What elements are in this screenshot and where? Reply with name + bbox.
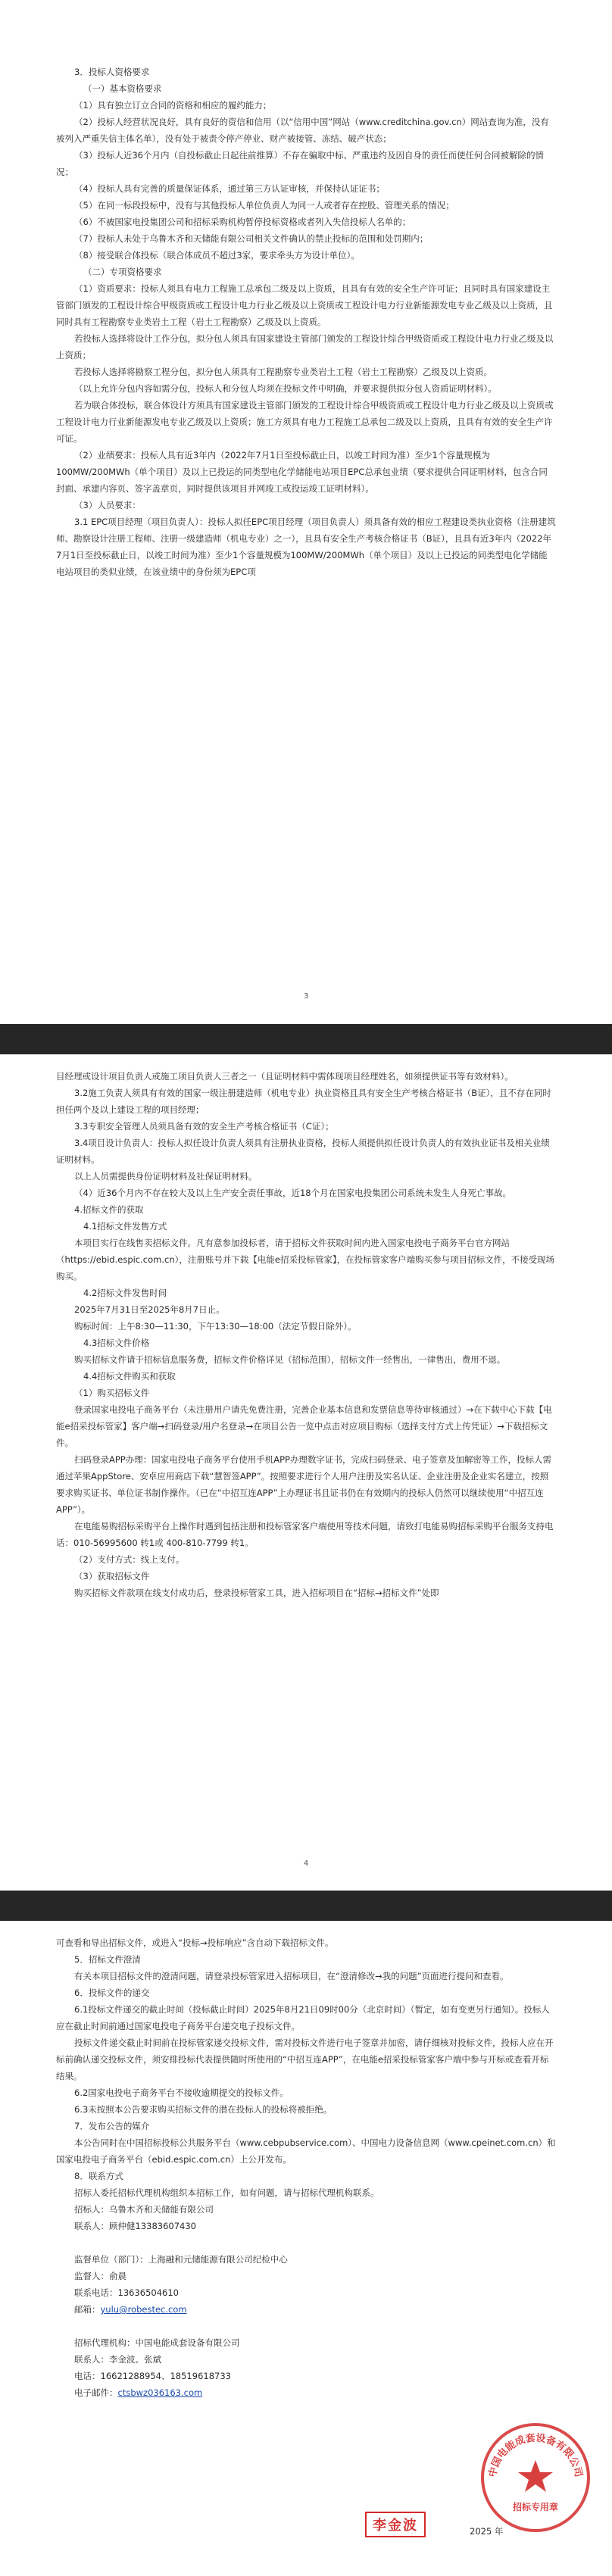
- page-3-text: [56, 1934, 556, 2401]
- paragraph: （3）获取招标文件: [74, 1571, 150, 1582]
- paragraph: 投标文件递交截止时间前在投标管家递交投标文件，需对投标文件进行电子签章并加密，请仔细核对投标文件，投标人应在开标前确认递交投标文件，须安排投标代表提供随时所使用的“中招互连APP”，在电能e招采投标管家客户端中参与开标或查看开标结果。: [56, 2037, 554, 2081]
- paragraph: （1）具有独立订立合同的资格和相应的履约能力；: [74, 100, 272, 111]
- paragraph: （4）投标人具有完善的质量保证体系，通过第三方认证审核，并保持认证证书；: [74, 183, 385, 194]
- paragraph: 6.2国家电投电子商务平台不接收逾期提交的投标文件。: [74, 2087, 289, 2098]
- section-heading: 7．发布公告的媒介: [74, 2121, 150, 2131]
- section-heading: 6．投标文件的递交: [74, 1987, 150, 1998]
- paragraph: 监督单位（部门）：上海融和元储能源有限公司纪检中心: [74, 2254, 288, 2265]
- paragraph: 招标人委托招标代理机构组织本招标工作，如有问题，请与招标代理机构联系。: [74, 2187, 379, 2198]
- email-link[interactable]: yulu@robestec.com: [100, 2304, 187, 2315]
- paragraph: （7）投标人未处于乌鲁木齐和天储能有限公司相关文件确认的禁止投标的范围和处罚期内；: [74, 233, 429, 244]
- page-1-text: [56, 64, 556, 580]
- section-heading: 4.2招标文件发售时间: [83, 1288, 167, 1298]
- paragraph: 购买招标文件款项在线支付成功后，登录投标管家工具，进入招标项目在“招标→招标文件”处即: [74, 1588, 439, 1598]
- paragraph: （2）支付方式：线上支付。: [74, 1554, 185, 1565]
- seal-text: 中国电能成套设备有限公司: [487, 2432, 584, 2478]
- paragraph: 本公告同时在中国招标投标公共服务平台（www.cebpubservice.com）、中国电力设备信息网（www.cpeinet.com.cn）和国家电投电子商务平台（ebid.espic.com.cn）上公开发布。: [56, 2137, 556, 2165]
- paragraph: 3.4项目设计负责人：投标人拟任设计负责人须具有注册执业资格，投标人须提供拟任设计负责人的有效执业证书及相关业绩证明材料。: [56, 1138, 550, 1165]
- paragraph: 2025年7月31日至2025年8月7日止。: [74, 1304, 225, 1315]
- paragraph: 以上人员需提供身份证明材料及社保证明材料。: [74, 1171, 258, 1182]
- page-number: 3: [303, 992, 309, 1001]
- section-heading: （一）基本资格要求: [83, 83, 162, 94]
- section-heading: 5．招标文件澄清: [74, 1954, 141, 1965]
- paragraph: 本项目实行在线售卖招标文件。凡有意参加投标者，请于招标文件获取时间内进入国家电投电子商务平台官方网站（https://ebid.espic.com.cn），注册账号并下载【电能e招采投标管家】，在投标管家客户端购买参与项目招标文件，不接受现场购买。: [56, 1238, 555, 1282]
- paragraph: 联系电话：13636504610: [74, 2287, 179, 2298]
- paragraph: 扫码登录APP办理：国家电投电子商务平台使用手机APP办理数字证书，完成扫码登录、电子签章及加解密等工作，投标人需通过苹果AppStore、安卓应用商店下载“慧智签APP”。按照要求进行个人用户注册及实名认证、企业注册及企业实名建立，按照要求购买证书、单位证书制作操作。（已在“中招互连APP”上办理证书且证书仍在有效期内的投标人仍然可以继续使用“中招互连APP”）。: [56, 1454, 551, 1515]
- paragraph: （2）业绩要求：投标人具有近3年内（2022年7月1日至投标截止日，以竣工时间为准）至少1个容量规模为100MW/200MWh（单个项目）及以上已投运的同类型电化学储能电站项目EPC总承包业绩（要求提供合同证明材料，包含合同封面、承建内容页、签字盖章页，同时提供该项目并网竣工或投运竣工证明材料）。: [56, 450, 548, 494]
- paragraph: 若投标人选择将勘察工程分包，拟分包人须具有工程勘察专业类岩土工程（岩土工程勘察）乙级及以上资质。: [74, 367, 492, 377]
- paragraph: （以上允许分包内容如需分包，投标人和分包人均须在投标文件中明确，并要求提供拟分包人资质证明材料）。: [74, 383, 497, 394]
- paragraph: （1）资质要求：投标人须具有电力工程施工总承包二级及以上资质，且具有有效的安全生产许可证；且同时具有国家建设主管部门颁发的工程设计综合甲级资质或工程设计电力行业乙级及以上资质或工程设计电力行业新能源发电专业乙级及以上资质，且同时具有工程勘察专业类岩土工程（岩土工程勘察）乙级及以上资质。: [56, 283, 553, 327]
- email-link[interactable]: ctsbwz036163.com: [117, 2387, 203, 2398]
- page-separator: [0, 1891, 612, 1921]
- paragraph: 可查看和导出招标文件，或进入“投标→投标响应”含自动下载招标文件。: [56, 1937, 334, 1948]
- paragraph: 监督人：俞晨: [74, 2271, 126, 2281]
- paragraph: 电子邮件：ctsbwz036163.com: [74, 2387, 203, 2398]
- paragraph: 目经理或设计项目负责人或施工项目负责人三者之一（且证明材料中需体现项目经理姓名，如须提供证书等有效材料）。: [56, 1071, 514, 1082]
- section-heading: 4.4招标文件购买和获取: [83, 1371, 176, 1382]
- paragraph: （2）投标人经营状况良好，具有良好的资信和信用（以“信用中国”网站（www.creditchina.gov.cn）网站查询为准，没有被列入严重失信主体名单），没有处于被责令停产停业、财产被接管、冻结、破产状态；: [56, 117, 549, 144]
- paragraph: 联系人：李金波、张斌: [74, 2354, 161, 2365]
- paragraph: （3）人员要求：: [74, 500, 141, 511]
- document-page-1: [0, 0, 612, 1024]
- paragraph: 招标代理机构：中国电能成套设备有限公司: [74, 2337, 240, 2348]
- page-2-text: [56, 1068, 556, 1601]
- paragraph: 登录国家电投电子商务平台（未注册用户请先免费注册，完善企业基本信息和发票信息等待审核通过）→在下载中心下载【电能e招采投标管家】客户端→扫码登录/用户名登录→在项目公告一览中点击对应项目购标（选择支付方式上传凭证）→下载招标文件。: [56, 1404, 552, 1448]
- paragraph: [56, 2318, 556, 2334]
- paragraph: （1）购买招标文件: [74, 1388, 150, 1398]
- paragraph: 3.3专职安全管理人员须具备有效的安全生产考核合格证书（C证）；: [74, 1121, 334, 1132]
- paragraph: （6）不被国家电投集团公司和招标采购机构暂停投标资格或者列入失信投标人名单的；: [74, 217, 411, 227]
- paragraph: 联系人：顾仲健13383607430: [74, 2221, 196, 2231]
- section-heading: 3．投标人资格要求: [74, 67, 150, 77]
- section-heading: 4.3招标文件价格: [83, 1338, 150, 1348]
- paragraph: 邮箱：yulu@robestec.com: [74, 2304, 187, 2315]
- paragraph: 购标时间：上午8:30—11:30，下午13:30—18:00（法定节假日除外）。: [74, 1321, 357, 1332]
- section-heading: （二）专项资格要求: [83, 267, 162, 277]
- paragraph: 6.1投标文件递交的截止时间（投标截止时间）2025年8月21日09时00分（北京时间）（暂定，如有变更另行通知）。投标人应在截止时间前通过国家电投电子商务平台递交电子投标文件。: [56, 2004, 550, 2031]
- paragraph: 购买招标文件请于招标信息服务费，招标文件价格详见（招标范围），招标文件一经售出，一律售出，费用不退。: [74, 1354, 506, 1365]
- paragraph: （8）接受联合体投标（联合体成员不超过3家，要求牵头方为设计单位）。: [74, 250, 360, 261]
- official-seal: [479, 2421, 592, 2534]
- section-heading: 4.招标文件的获取: [74, 1204, 144, 1215]
- section-heading: 4.1招标文件发售方式: [83, 1221, 167, 1232]
- paragraph: 招标人：乌鲁木齐和天储能有限公司: [74, 2204, 214, 2215]
- paragraph: 电话：16621288954、18519618733: [74, 2371, 231, 2381]
- paragraph: （3）投标人近36个月内（自投标截止日起往前推算）不存在骗取中标、严重违约及因自身的责任而使任何合同被解除的情况；: [56, 150, 544, 177]
- signature-stamp: 李金波: [365, 2512, 426, 2537]
- paragraph: 若为联合体投标，联合体设计方须具有国家建设主管部门颁发的工程设计综合甲级资质或工程设计电力行业乙级及以上资质或工程设计电力行业新能源发电专业乙级及以上资质；施工方须具有电力工程施工总承包二级及以上资质，且具有有效的安全生产许可证。: [56, 400, 554, 444]
- paragraph: 若投标人选择将设计工作分包，拟分包人须具有国家建设主管部门颁发的工程设计综合甲级资质或工程设计电力行业乙级及以上资质；: [56, 333, 554, 361]
- document-page-2: [0, 1054, 612, 1891]
- paragraph: 6.3未按照本公告要求购买招标文件的潜在投标人的投标将被拒绝。: [74, 2104, 333, 2115]
- document-date: 2025 年: [470, 2526, 504, 2537]
- paragraph: 3.2施工负责人须具有有效的国家一级注册建造师（机电专业）执业资格且具有安全生产考核合格证书（B证），且不存在同时担任两个及以上建设工程的项目经理；: [56, 1088, 551, 1115]
- section-heading: 8．联系方式: [74, 2171, 123, 2181]
- paragraph: 在电能易购招标采购平台上操作时遇到包括注册和投标管家客户端使用等技术问题，请致打电能易购招标采购平台服务支持电话：010-56995600 转1或 400-810-7799 转1。: [56, 1521, 554, 1548]
- paragraph: 有关本项目招标文件的澄清问题，请登录投标管家进入招标项目，在“澄清修改→我的问题”页面进行提问和查看。: [74, 1971, 509, 1981]
- page-number: 4: [303, 1859, 309, 1868]
- paragraph: （4）近36个月内不存在较大及以上生产安全责任事故，近18个月在国家电投集团公司系统未发生人身死亡事故。: [74, 1188, 512, 1198]
- paragraph: [56, 2234, 556, 2251]
- seal-subtext: 招标专用章: [512, 2502, 559, 2512]
- page-separator: [0, 1024, 612, 1054]
- paragraph: 3.1 EPC项目经理（项目负责人）：投标人拟任EPC项目经理（项目负责人）须具备有效的相应工程建设类执业资格（注册建筑师、勘察设计注册工程师、注册一级建造师（机电专业）之一），且具有安全生产考核合格证书（B证），且具有近3年内（2022年7月1日至投标截止日，以竣工时间为准）至少1个容量规模为100MW/200MWh（单个项目）及以上已投运的同类型电化学储能电站项目的类似业绩，在该业绩中的身份须为EPC项: [56, 517, 556, 577]
- paragraph: （5）在同一标段投标中，没有与其他投标人单位负责人为同一人或者存在控股、管理关系的情况；: [74, 200, 454, 211]
